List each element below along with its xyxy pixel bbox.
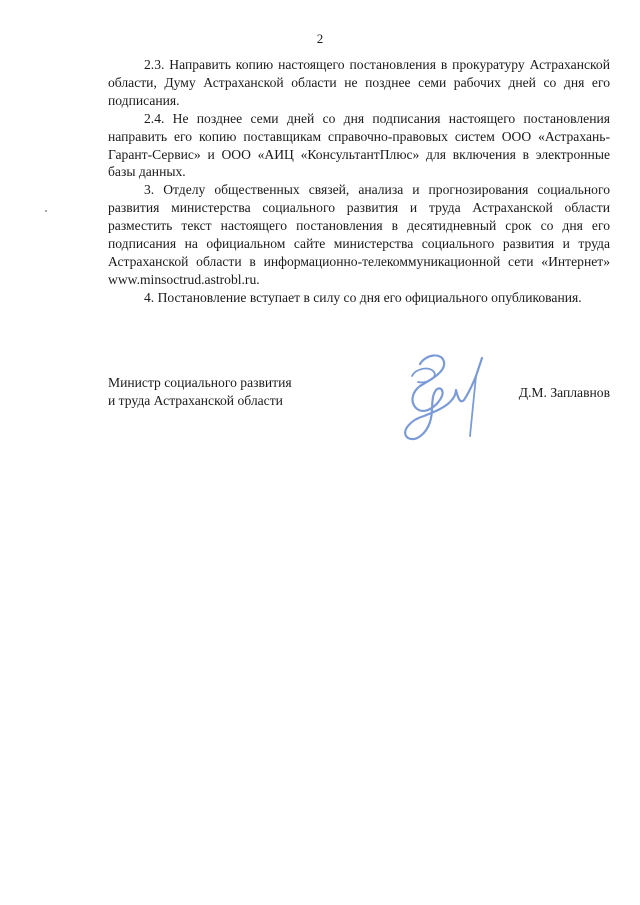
signature-stroke-loop (412, 369, 435, 383)
paragraph-3: 3. Отделу общественных связей, анализа и прогнозирования социального развития министерства социального развития и труда Астраханской области разместить текст настоящего постановления в десятидневный срок со дня его подписания на официальном сайте министерства социального развития и труда Астраханской области в информационно-телекоммуникационной сети «Интернет» www.minsoctrud.astrobl.ru. (108, 182, 610, 287)
handwritten-signature (390, 346, 490, 456)
paragraph-2-3: 2.3. Направить копию настоящего постановления в прокуратуру Астраханской области, Думу Астраханской области не позднее семи рабочих дней со дня его подписания. (108, 57, 610, 108)
paragraph-4: 4. Постановление вступает в силу со дня его официального опубликования. (144, 289, 582, 305)
signer-name: Д.М. Заплавнов (518, 385, 610, 400)
signature-block (108, 374, 610, 444)
document-body (108, 56, 610, 307)
page-number: 2 (316, 31, 324, 46)
signer-title: Министр социального развития и труда Астраханской области (108, 375, 292, 408)
scan-speck (45, 210, 47, 212)
paragraph-2-4: 2.4. Не позднее семи дней со дня подписания настоящего постановления направить его копию поставщикам справочно-правовых систем ООО «Астрахань-Гарант-Сервис» и ООО «АИЦ «КонсультантПлюс» для включения в электронные базы данных. (108, 110, 610, 180)
